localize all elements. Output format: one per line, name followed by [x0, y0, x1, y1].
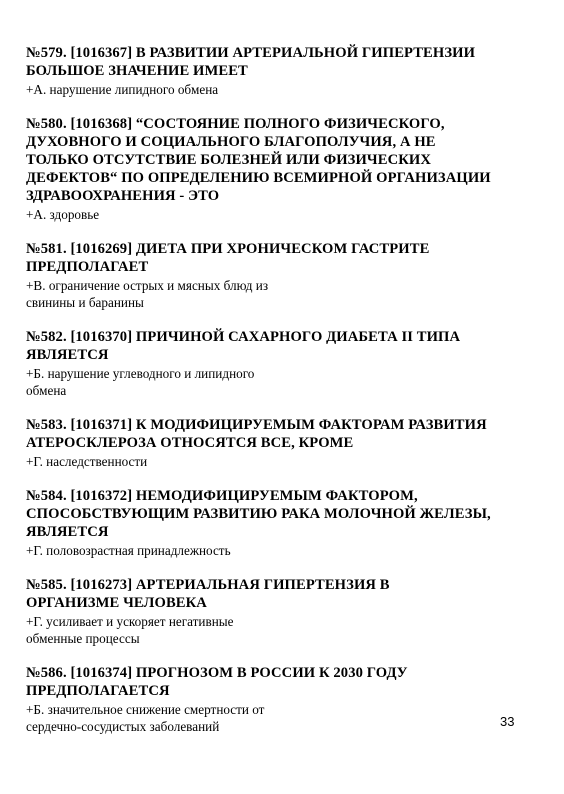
- question-title: [26, 115, 526, 205]
- answer-line: +А. нарушение липидного обмена: [26, 82, 219, 97]
- question-answer: [26, 206, 526, 223]
- question-title-line: АТЕРОСКЛЕРОЗА ОТНОСЯТСЯ ВСЕ, КРОМЕ: [26, 435, 354, 451]
- question-title-line: №586. [1016374] ПРОГНОЗОМ В РОССИИ К 2030 ГОДУ: [26, 665, 408, 681]
- question-title-line: ДЕФЕКТОВ“ ПО ОПРЕДЕЛЕНИЮ ВСЕМИРНОЙ ОРГАНИЗАЦИИ: [26, 170, 491, 186]
- question-block: [26, 115, 526, 223]
- question-title: [26, 44, 526, 80]
- answer-line: свинины и баранины: [26, 295, 144, 310]
- question-answer: [26, 701, 526, 735]
- answer-line: обменные процессы: [26, 631, 140, 646]
- question-title-line: ДУХОВНОГО И СОЦИАЛЬНОГО БЛАГОПОЛУЧИЯ, А НЕ: [26, 134, 436, 150]
- question-title-line: ПРЕДПОЛАГАЕТСЯ: [26, 683, 170, 699]
- question-title-line: ЯВЛЯЕТСЯ: [26, 347, 109, 363]
- question-title-line: №585. [1016273] АРТЕРИАЛЬНАЯ ГИПЕРТЕНЗИЯ В: [26, 577, 390, 593]
- question-answer: [26, 453, 526, 470]
- question-title-line: БОЛЬШОЕ ЗНАЧЕНИЕ ИМЕЕТ: [26, 63, 248, 79]
- answer-line: +В. ограничение острых и мясных блюд из: [26, 278, 269, 293]
- answer-line: +Г. усиливает и ускоряет негативные: [26, 614, 234, 629]
- question-block: [26, 240, 526, 311]
- question-title: [26, 328, 526, 364]
- question-block: [26, 664, 526, 735]
- question-title: [26, 664, 526, 700]
- question-title-line: №584. [1016372] НЕМОДИФИЦИРУЕМЫМ ФАКТОРОМ,: [26, 488, 418, 504]
- question-title-line: ОРГАНИЗМЕ ЧЕЛОВЕКА: [26, 595, 207, 611]
- question-title-line: ТОЛЬКО ОТСУТСТВИЕ БОЛЕЗНЕЙ ИЛИ ФИЗИЧЕСКИХ: [26, 152, 431, 168]
- question-block: [26, 487, 526, 559]
- question-title: [26, 240, 526, 276]
- question-title: [26, 416, 526, 452]
- question-title-line: №579. [1016367] В РАЗВИТИИ АРТЕРИАЛЬНОЙ ГИПЕРТЕНЗИИ: [26, 45, 476, 61]
- question-block: [26, 44, 526, 98]
- question-answer: [26, 277, 526, 311]
- question-list: [26, 44, 526, 752]
- question-title-line: ЗДРАВООХРАНЕНИЯ - ЭТО: [26, 188, 220, 204]
- question-title-line: №580. [1016368] “СОСТОЯНИЕ ПОЛНОГО ФИЗИЧЕСКОГО,: [26, 116, 445, 132]
- question-title-line: №581. [1016269] ДИЕТА ПРИ ХРОНИЧЕСКОМ ГАСТРИТЕ: [26, 241, 430, 257]
- question-title-line: СПОСОБСТВУЮЩИМ РАЗВИТИЮ РАКА МОЛОЧНОЙ ЖЕЛЕЗЫ,: [26, 506, 491, 522]
- question-answer: [26, 542, 526, 559]
- question-title: [26, 487, 526, 541]
- question-title-line: №583. [1016371] К МОДИФИЦИРУЕМЫМ ФАКТОРАМ РАЗВИТИЯ: [26, 417, 487, 433]
- question-title: [26, 576, 526, 612]
- answer-line: +Б. нарушение углеводного и липидного: [26, 366, 255, 381]
- question-block: [26, 416, 526, 470]
- answer-line: +Г. половозрастная принадлежность: [26, 543, 231, 558]
- question-block: [26, 328, 526, 399]
- question-title-line: ЯВЛЯЕТСЯ: [26, 524, 109, 540]
- question-title-line: №582. [1016370] ПРИЧИНОЙ САХАРНОГО ДИАБЕТА II ТИПА: [26, 329, 461, 345]
- answer-line: +Б. значительное снижение смертности от: [26, 702, 265, 717]
- answer-line: сердечно-сосудистых заболеваний: [26, 719, 220, 734]
- page-number: 33: [500, 714, 515, 729]
- answer-line: +А. здоровье: [26, 207, 100, 222]
- question-answer: [26, 365, 526, 399]
- answer-line: обмена: [26, 383, 67, 398]
- question-answer: [26, 613, 526, 647]
- answer-line: +Г. наследственности: [26, 454, 148, 469]
- question-block: [26, 576, 526, 647]
- question-title-line: ПРЕДПОЛАГАЕТ: [26, 259, 149, 275]
- question-answer: [26, 81, 526, 98]
